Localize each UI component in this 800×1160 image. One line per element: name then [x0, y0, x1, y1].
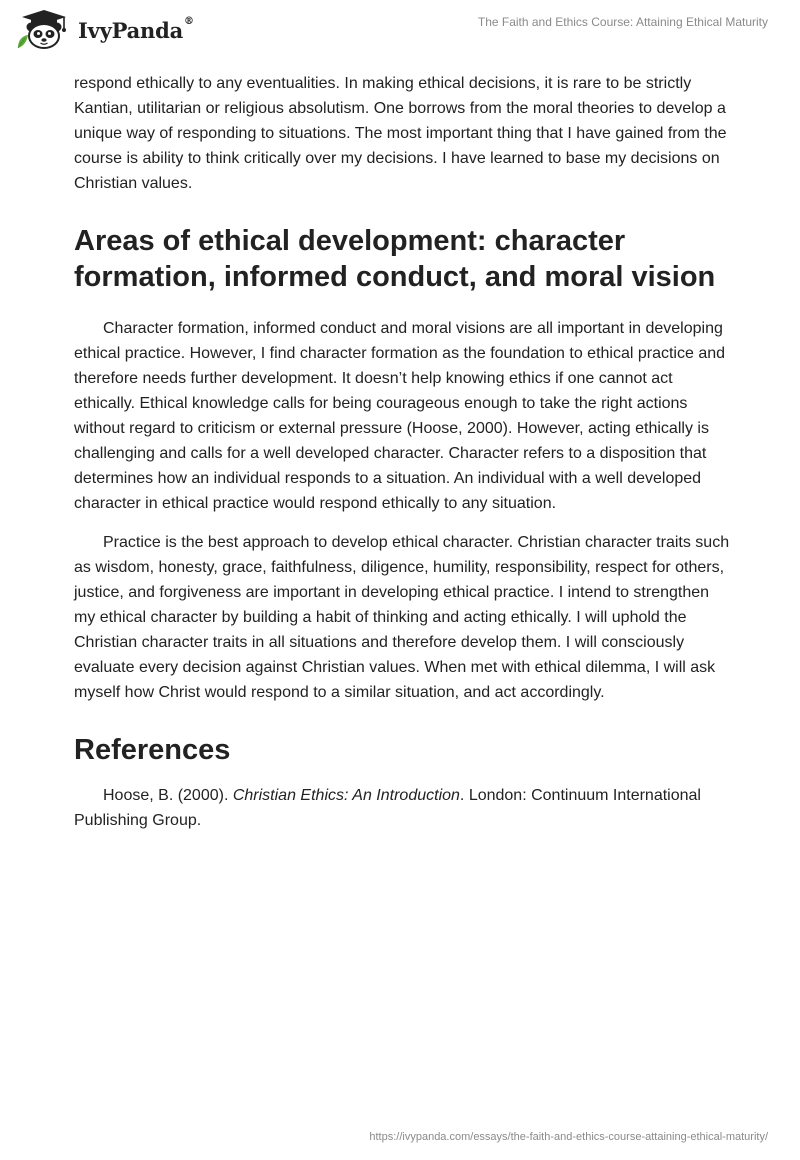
practice-paragraph: Practice is the best approach to develop ethical character. Christian character traits such as wisdom, honesty, grace, faithfulness, diligence, humility, responsibility, respect for others, justice, and forgiveness are important in developing ethical practice. I intend to strengthen my ethical character by building a habit of thinking and acting ethically. I will uphold the Christian character traits in all situations and therefore develop them. I will consciously evaluate every decision against Christian values. When met with ethical dilemma, I will ask myself how Christ would respond to a similar situation, and act accordingly. [74, 534, 730, 701]
footer-url[interactable]: https://ivypanda.com/essays/the-faith-and-ethics-course-attaining-ethical-maturity/ [369, 1131, 768, 1143]
reference-author-year: Hoose, B. (2000). [103, 787, 233, 804]
essay-content [74, 70, 734, 833]
ivypanda-logo[interactable] [14, 8, 194, 50]
intro-paragraph: respond ethically to any eventualities. In making ethical decisions, it is rare to be strictly Kantian, utilitarian or religious absolutism. One borrows from the moral theories to develop a unique way of responding to situations. The most important thing that I have gained from the course is ability to think critically over my decisions. I have learned to base my decisions on Christian values. [74, 75, 727, 192]
panda-graduate-icon [14, 8, 72, 50]
registered-mark: ® [184, 15, 194, 27]
brand-name [78, 15, 194, 43]
page-header [0, 0, 800, 70]
document-title: The Faith and Ethics Course: Attaining Ethical Maturity [477, 15, 768, 29]
reference-title: Christian Ethics: An Introduction [232, 787, 460, 804]
section-heading-ethical-development: Areas of ethical development: character formation, informed conduct, and moral vision [74, 225, 716, 293]
character-formation-paragraph: Character formation, informed conduct and moral visions are all important in developing ethical practice. However, I find character formation as the foundation to ethical practice and therefore needs further development. It doesn’t help knowing ethics if one cannot act ethically. Ethical knowledge calls for being courageous enough to take the right actions without regard to criticism or external pressure (Hoose, 2000). However, acting ethically is challenging and calls for a well developed character. Character refers to a disposition that determines how an individual responds to a situation. An individual with a well developed character in ethical practice would respond ethically to any situation. [74, 320, 726, 512]
brand-name-text: IvyPanda [78, 17, 184, 43]
references-heading: References [74, 734, 231, 766]
reference-publisher: . London: Continuum International Publishing Group. [74, 787, 701, 829]
reference-entry [74, 783, 734, 833]
